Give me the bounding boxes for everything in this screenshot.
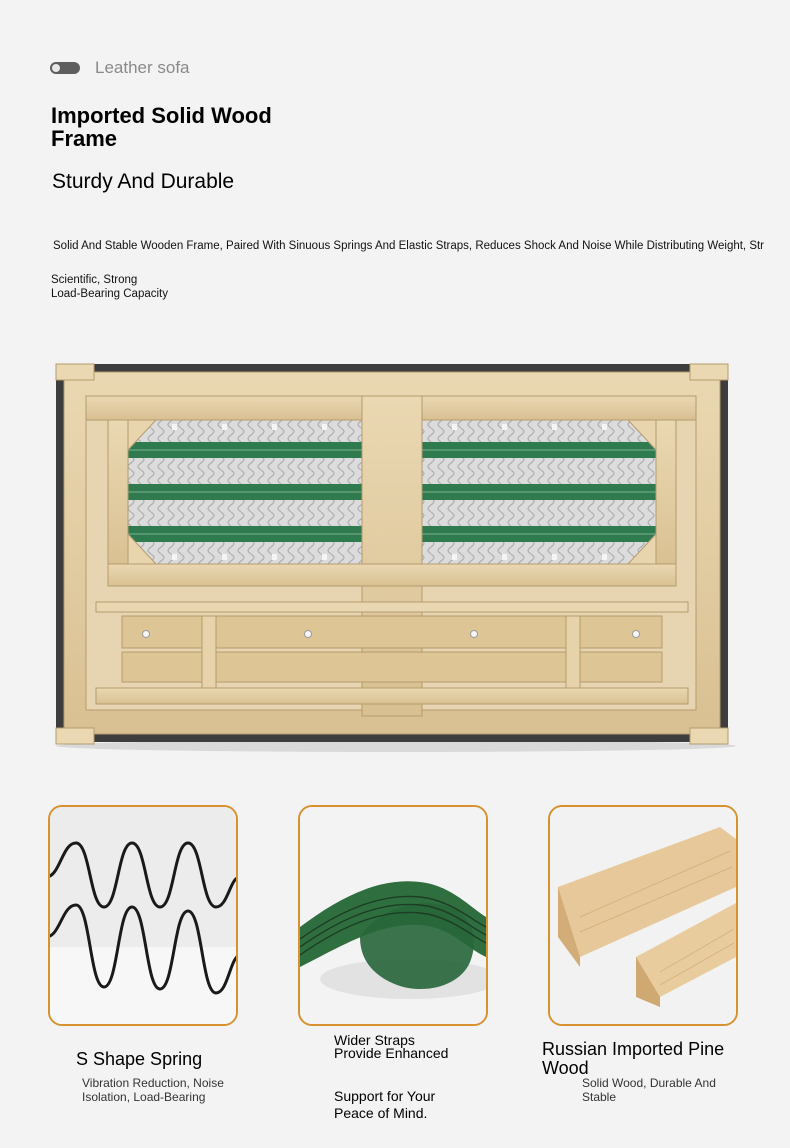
subtitle: Sturdy And Durable: [52, 170, 235, 193]
page-title: Imported Solid Wood Frame: [51, 103, 272, 151]
feature-title-wood: Russian Imported Pine Wood: [542, 1039, 725, 1078]
feature-subtitle-straps: Support for Your Peace of Mind.: [334, 1088, 436, 1121]
elastic-strap-card: [298, 805, 488, 1026]
toggle-icon: [50, 62, 80, 74]
sofa-frame-image: [46, 358, 746, 758]
elastic-strap-image: [300, 807, 486, 1024]
note-line-2: Load-Bearing Capacity: [51, 287, 168, 300]
pine-wood-image: [550, 807, 736, 1024]
feature-subtitle-wood: Solid Wood, Durable And Stable: [582, 1076, 716, 1104]
brand-label: Leather sofa: [95, 58, 190, 77]
feature-title-straps: Wider Straps Provide Enhanced: [334, 1032, 449, 1061]
s-spring-card: [48, 805, 238, 1026]
note: [51, 274, 231, 301]
note-line-1: Scientific, Strong: [51, 274, 138, 286]
description: Solid And Stable Wooden Frame, Paired With Sinuous Springs And Elastic Straps, Reduces Shock And Noise While Distributing Weight, Str: [53, 240, 765, 252]
pine-wood-card: [548, 805, 738, 1026]
feature-subtitle-spring: Vibration Reduction, Noise Isolation, Load-Bearing: [82, 1076, 224, 1104]
feature-title-spring: S Shape Spring: [76, 1049, 203, 1069]
s-spring-image: [50, 807, 236, 1024]
